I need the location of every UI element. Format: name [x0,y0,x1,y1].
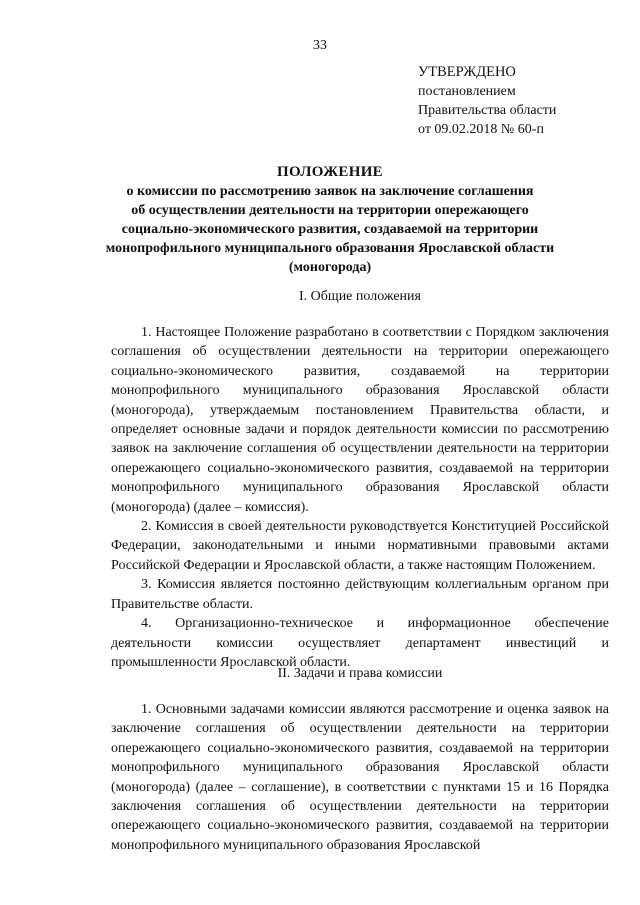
approval-line-2: постановлением [418,84,516,99]
title-main: ПОЛОЖЕНИЕ [277,164,383,180]
title-line-2: об осуществлении деятельности на территории опережающего [131,203,529,218]
section-1-body [111,323,609,672]
page-number: 33 [313,38,327,53]
document-title [80,163,580,277]
title-line-1: о комиссии по рассмотрению заявок на заключение соглашения [126,184,534,199]
approval-line-3: Правительства области [418,103,557,118]
section-1-paragraph-3: 3. Комиссия является постоянно действующим коллегиальным органом при Правительстве области. [111,577,609,612]
section-1-paragraph-2: 2. Комиссия в своей деятельности руководствуется Конституцией Российской Федерации, законодательными и иными нормативными правовыми актами Российской Федерации и Ярославской области, а также настоящим Положением. [111,519,609,573]
section-2-paragraph-1: 1. Основными задачами комиссии являются рассмотрение и оценка заявок на заключение соглашения об осуществлении деятельности на территории опережающего социально-экономического развития, создаваемой на территории монопрофильного муниципального образования Ярославской области (моногорода) (далее – соглашение), в соответствии с пунктами 15 и 16 Порядка заключения соглашения об осуществлении деятельности на территории опережающего социально-экономического развития, создаваемой на территории монопрофильного муниципального образования Ярославской [111,702,609,853]
approval-stamp [418,63,556,139]
title-line-3: социально-экономического развития, создаваемой на территории [121,222,539,237]
approval-line-4: от 09.02.2018 № 60-п [418,122,544,137]
title-line-5: (моногорода) [288,260,372,275]
section-2-heading: II. Задачи и права комиссии [277,666,443,681]
section-1-paragraph-1: 1. Настоящее Положение разработано в соответствии с Порядком заключения соглашения об осуществлении деятельности на территории опережающего социально-экономического развития, создаваемой на территории монопрофильного муниципального образования Ярославской области (моногорода), утверждаемым постановлением Правительства области, и определяет основные задачи и порядок деятельности комиссии по рассмотрению заявок на заключение соглашения об осуществлении деятельности на территории опережающего социально-экономического развития, создаваемой на территории монопрофильного муниципального образования Ярославской области (моногорода) (далее – комиссия). [111,325,609,515]
section-1-paragraph-4: 4. Организационно-техническое и информационное обеспечение деятельности комиссии осуществляет департамент инвестиций и промышленности Ярославской области. [111,616,609,670]
section-2-body [111,700,609,855]
section-1-heading: I. Общие положения [299,289,421,304]
approval-line-1: УТВЕРЖДЕНО [418,64,516,80]
title-line-4: монопрофильного муниципального образования Ярославской области [105,241,555,256]
